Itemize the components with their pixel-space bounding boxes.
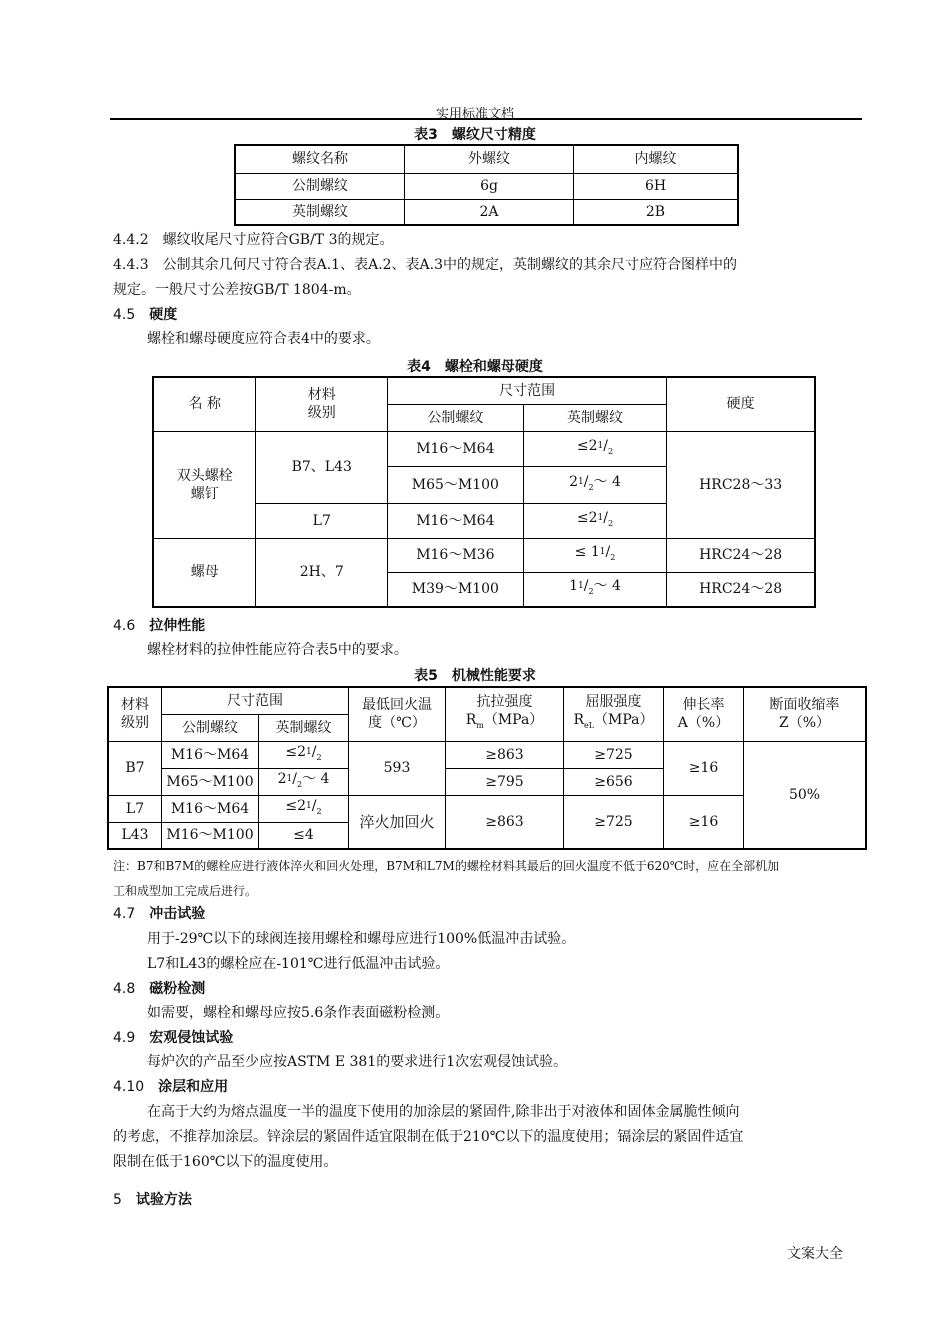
table5-cell: ≥16	[664, 795, 744, 849]
fraction: 2	[607, 446, 614, 456]
table5-caption: 表5 机械性能要求	[414, 668, 536, 684]
fraction: 2	[296, 779, 303, 789]
table-row	[235, 199, 738, 225]
table4-cell: M16～M36	[388, 538, 524, 572]
fraction: 2	[588, 482, 594, 492]
table5-cell: M16～M100	[162, 822, 259, 849]
table4-cell: HRC24～28	[667, 572, 815, 607]
table3-cell: 6g	[405, 173, 574, 199]
fraction: /	[583, 473, 589, 490]
table3-cell: 2A	[405, 199, 574, 225]
header-text: R	[573, 712, 584, 729]
table3-header: 螺纹名称	[235, 145, 405, 173]
section-title: 磁粉检测	[149, 981, 206, 997]
table5-cell: ≥16	[664, 741, 744, 795]
table5-cell: 50%	[744, 741, 867, 849]
fraction: /	[583, 578, 589, 595]
table5-cell: 淬火加回火	[349, 795, 446, 849]
fraction: /	[605, 544, 611, 560]
section-number: 4.5	[113, 307, 136, 323]
table3-header: 内螺纹	[574, 145, 739, 173]
table4-cell: HRC24～28	[667, 538, 815, 572]
section-number: 4.8	[113, 981, 136, 997]
cell-text: ≤ 1	[574, 544, 600, 560]
section-4-6-heading	[113, 614, 863, 638]
table4-header-material	[256, 377, 388, 431]
fraction: 1	[306, 746, 312, 757]
table4-cell	[523, 431, 667, 466]
table4	[152, 376, 816, 608]
fraction: 2	[607, 518, 614, 528]
table3-cell: 2B	[574, 199, 739, 225]
table5-cell	[259, 795, 349, 822]
table4-cell: B7、L43	[256, 431, 388, 503]
section-number: 4.7	[113, 906, 136, 922]
para-4-5: 螺栓和螺母硬度应符合表4中的要求。	[147, 331, 380, 347]
table5-cell: M16～M64	[162, 795, 259, 822]
table4-caption: 表4 螺栓和螺母硬度	[407, 359, 543, 375]
header-text: 抗拉强度	[476, 694, 533, 711]
table5-cell: ≥725	[564, 795, 664, 849]
section-4-7-heading	[113, 902, 863, 926]
header-text: 屈服强度	[585, 694, 642, 711]
table4-cell: 螺母	[153, 538, 256, 607]
table3-caption: 表3 螺纹尺寸精度	[414, 127, 536, 143]
table5-header-tensile	[446, 687, 564, 741]
table5-cell: L7	[108, 795, 162, 822]
cell-text: ～ 4	[593, 473, 621, 490]
table3	[234, 144, 739, 226]
table5-cell	[259, 768, 349, 795]
cell-text: ≤2	[285, 743, 307, 760]
header-text: A（%）	[677, 715, 730, 732]
table4-header-metric: 公制螺纹	[388, 404, 524, 431]
para-4-4-3-line1: 4.4.3 公制其余几何尺寸符合表A.1、表A.2、表A.3中的规定，英制螺纹的其余尺寸应符合图样中的	[113, 257, 738, 273]
table5-note-line1: 注：B7和B7M的螺栓应进行液体淬火和回火处理，B7M和L7M的螺栓材料其最后的回火温度不低于620℃时，应在全部机加	[113, 859, 780, 873]
para-4-9: 每炉次的产品至少应按ASTM E 381的要求进行1次宏观侵蚀试验。	[147, 1054, 568, 1070]
table5-cell: B7	[108, 741, 162, 795]
section-4-10-heading	[113, 1075, 863, 1099]
table5-header-elongation	[664, 687, 744, 741]
section-number: 4.9	[113, 1030, 136, 1046]
section-number: 4.6	[113, 618, 136, 634]
table5-cell: 593	[349, 741, 446, 795]
table5-cell: ≥795	[446, 768, 564, 795]
para-4-7-line2: L7和L43的螺栓应在-101℃进行低温冲击试验。	[147, 956, 450, 972]
table5-cell: M16～M64	[162, 741, 259, 768]
table5-header-yield	[564, 687, 664, 741]
table4-cell: L7	[256, 503, 388, 538]
header-text: （MPa）	[483, 712, 544, 729]
cell-text: 螺钉	[190, 485, 219, 502]
section-title: 冲击试验	[149, 906, 206, 922]
fraction: 2	[610, 553, 616, 562]
fraction: /	[603, 437, 608, 454]
table4-cell	[523, 572, 667, 607]
fraction: /	[311, 743, 317, 760]
header-text: 级别	[121, 715, 149, 732]
section-number: 5	[113, 1192, 122, 1208]
section-title: 宏观侵蚀试验	[149, 1030, 234, 1046]
header-text: 级别	[307, 405, 336, 422]
footer-text: 文案大全	[787, 1246, 843, 1262]
table5-header-metric: 公制螺纹	[162, 714, 259, 741]
table-row	[153, 431, 815, 466]
fraction: 2	[316, 806, 322, 816]
cell-text: ≤2	[285, 797, 307, 814]
cell-text: 2	[277, 770, 287, 787]
table-row	[235, 173, 738, 199]
table5-cell: ≥725	[564, 741, 664, 768]
fraction: 1	[577, 581, 584, 592]
cell-text: 双头螺栓	[176, 467, 233, 484]
table4-cell: M16～M64	[388, 503, 524, 538]
table4-cell	[523, 538, 667, 572]
cell-text: ～ 4	[593, 578, 621, 595]
table5-cell: ≤4	[259, 822, 349, 849]
fraction: 1	[286, 773, 293, 784]
table5-cell: M65～M100	[162, 768, 259, 795]
para-4-10-line1: 在高于大约为熔点温度一半的温度下使用的加涂层的紧固件,除非出于对液体和固体金属脆性倾向	[147, 1104, 740, 1120]
table4-cell: HRC28～33	[667, 431, 815, 538]
table5-cell: ≥863	[446, 795, 564, 849]
table3-header: 外螺纹	[405, 145, 574, 173]
para-4-10-line2: 的考虑，不推荐加涂层。锌涂层的紧固件适宜限制在低于210℃以下的温度使用；镉涂层的紧固件适宜	[113, 1129, 744, 1145]
table4-cell: 2H、7	[256, 538, 388, 607]
header-text: 材料	[121, 697, 149, 714]
cell-text: 2	[569, 473, 578, 490]
section-4-8-heading	[113, 977, 863, 1001]
fraction: 1	[599, 547, 606, 557]
header-text: Z（%）	[778, 715, 831, 732]
table5-cell: ≥863	[446, 741, 564, 768]
para-4-8: 如需要，螺栓和螺母应按5.6条作表面磁粉检测。	[147, 1005, 450, 1021]
para-4-7-line1: 用于-29℃以下的球阀连接用螺栓和螺母应进行100%低温冲击试验。	[147, 931, 576, 947]
section-title: 硬度	[149, 307, 178, 323]
fraction: /	[603, 509, 608, 526]
table4-cell	[523, 503, 667, 538]
table4-header-name: 名 称	[153, 377, 256, 431]
section-number: 4.10	[113, 1079, 145, 1095]
table5-header-reduction	[744, 687, 867, 741]
table-row	[153, 538, 815, 572]
table4-header-imperial: 英制螺纹	[523, 404, 667, 431]
fraction: 1	[597, 440, 604, 451]
table5-cell: ≥656	[564, 768, 664, 795]
table5-cell: L43	[108, 822, 162, 849]
table4-cell: M39～M100	[388, 572, 524, 607]
fraction: 1	[577, 476, 584, 487]
header-text: 度（℃）	[368, 715, 426, 732]
header-text: 材料	[307, 387, 336, 404]
header-title: 实用标准文档	[435, 107, 514, 122]
fraction: 2	[588, 587, 594, 597]
table5-cell	[259, 741, 349, 768]
table-row	[108, 741, 866, 768]
header-text: 断面收缩率	[769, 697, 840, 714]
header-text: m	[476, 721, 484, 731]
table5-header-size: 尺寸范围	[162, 687, 349, 714]
table5	[107, 686, 867, 850]
para-4-4-2: 4.4.2 螺纹收尾尺寸应符合GB/T 3的规定。	[113, 232, 394, 248]
fraction: /	[292, 770, 297, 787]
cell-text: ～ 4	[302, 770, 330, 787]
table5-header-imperial: 英制螺纹	[259, 714, 349, 741]
section-title: 涂层和应用	[158, 1079, 229, 1095]
table3-cell: 英制螺纹	[235, 199, 405, 225]
table4-cell	[523, 466, 667, 503]
cell-text: 1	[569, 578, 578, 595]
header-text: eL	[584, 721, 595, 731]
table4-name-bolt	[153, 431, 256, 538]
table4-cell: M65～M100	[388, 466, 524, 503]
header-text: R	[465, 712, 477, 729]
table3-cell: 公制螺纹	[235, 173, 405, 199]
section-title: 试验方法	[135, 1192, 192, 1208]
para-4-10-line3: 限制在低于160℃以下的温度使用。	[113, 1154, 338, 1170]
table4-cell: M16～M64	[388, 431, 524, 466]
header-text: （MPa）	[594, 712, 654, 729]
section-title: 拉伸性能	[149, 618, 206, 634]
header-text: 最低回火温	[362, 697, 432, 714]
fraction: 1	[597, 512, 604, 523]
cell-text: ≤2	[576, 437, 598, 454]
section-4-9-heading	[113, 1026, 863, 1050]
section-5-heading	[113, 1188, 863, 1212]
fraction: 1	[306, 800, 312, 811]
table5-note-line2: 工和成型加工完成后进行。	[113, 884, 258, 898]
header-text: 伸长率	[682, 697, 725, 714]
section-4-5-heading	[113, 303, 863, 327]
fraction: 2	[316, 752, 322, 762]
table4-header-size: 尺寸范围	[388, 377, 667, 404]
table4-header-hardness: 硬度	[667, 377, 815, 431]
cell-text: ≤2	[576, 509, 598, 526]
table3-cell: 6H	[574, 173, 739, 199]
table5-header-temp	[349, 687, 446, 741]
para-4-4-3-line2: 规定。一般尺寸公差按GB/T 1804-m。	[113, 282, 361, 298]
table5-header-material	[108, 687, 162, 741]
para-4-6: 螺栓材料的拉伸性能应符合表5中的要求。	[147, 642, 408, 658]
fraction: /	[311, 797, 317, 814]
header-rule	[110, 118, 862, 120]
